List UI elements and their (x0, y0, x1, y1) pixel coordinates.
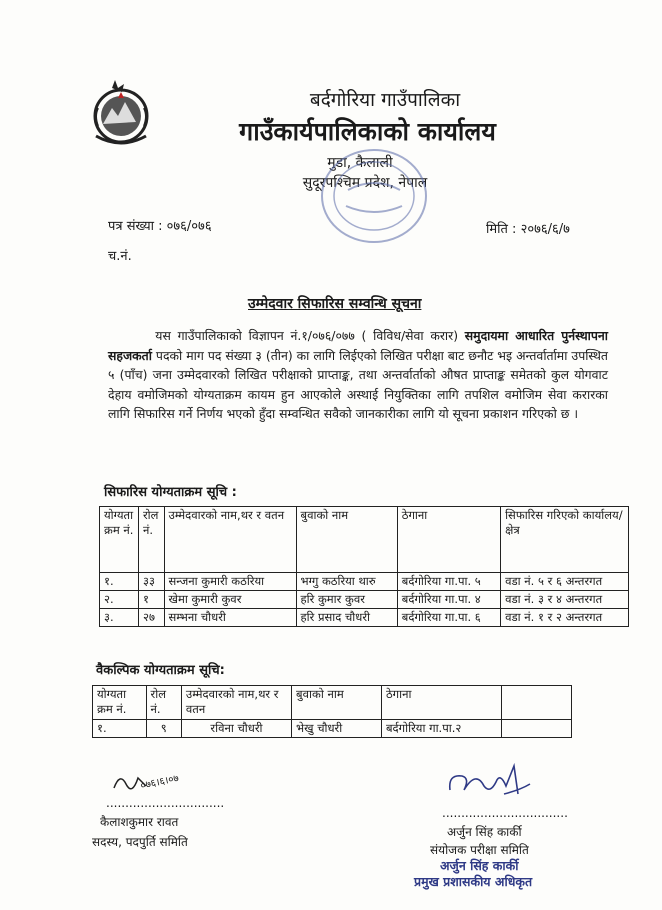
col-address: ठेगाना (381, 686, 501, 720)
left-signatory-role: सदस्य, पदपुर्ति समिति (92, 835, 188, 849)
cell-name: खेमा कुमारी कुवर (164, 591, 296, 609)
office-seal-icon (318, 146, 430, 246)
cell-office: वडा नं. ३ र ४ अन्तरगत (501, 591, 629, 609)
col-name: उम्मेदवारको नाम,थर र वतन (181, 686, 291, 720)
dispatch-number: च.नं. (108, 249, 132, 264)
right-signature-line: ................................. (442, 806, 568, 820)
recommended-table (99, 506, 629, 627)
notice-body (108, 326, 608, 424)
table-row (93, 720, 572, 738)
col-address: ठेगाना (397, 507, 500, 573)
col-roll: रोल नं. (146, 686, 181, 720)
cell-office (502, 720, 572, 738)
cell-roll: १ (138, 591, 164, 609)
cell-roll: ९ (146, 720, 181, 738)
cell-address: बर्दगोरिया गा.पा. ६ (397, 609, 500, 627)
right-signature-scribble (444, 760, 534, 804)
municipality-name: बर्दगोरिया गाउँपालिका (309, 89, 461, 111)
alternate-table (92, 685, 572, 738)
cell-address: बर्दगोरिया गा.पा. ५ (397, 573, 500, 591)
table-row (100, 609, 629, 627)
notice-subject: उम्मेदवार सिफारिस सम्वन्धि सूचना (248, 296, 422, 312)
recommended-heading: सिफारिस योग्यताक्रम सूचि : (104, 485, 237, 500)
col-father: बुवाको नाम (292, 686, 382, 720)
col-father: बुवाको नाम (296, 507, 397, 573)
right-signatory-role: संयोजक परीक्षा समिति (430, 843, 529, 857)
left-signature-date: ०७६।६।०७ (139, 773, 180, 792)
post-title: समुदायमा आधारित पुर्नस्थापना सहजकर्ता (108, 328, 608, 363)
office-location: मुडा, कैलाली (327, 155, 393, 171)
stamp-name: अर्जुन सिंह कार्की (440, 858, 519, 873)
table-header-row (93, 686, 572, 720)
office-province: सुदूरपश्चिम प्रदेश, नेपाल (302, 175, 428, 191)
cell-rank: २. (100, 591, 139, 609)
cell-address: बर्दगोरिया गा.पा.२ (381, 720, 501, 738)
nepal-government-emblem-icon (88, 78, 154, 150)
body-text-2: पदको माग पद संख्या ३ (तीन) का लागि लिईएको लिखित परीक्षा बाट छनौट भइ अन्तर्वार्तामा उपस्थित ५ (पाँच) जना उम्मेदवारको लिखित परीक्षाको प्राप्ताङ्क, तथा अन्तर्वार्ताको औषत प्राप्ताङ्क समेतको कुल योगवाट देहाय वमोजिमको योग्यताक्रम कायम हुन आएकोले अस्थाई नियुक्तिका लागि तपशिल वमोजिम सेवा करारका लागि सिफारिस गर्ने निर्णय भएको हुँदा सम्वन्धित सवैको जानकारीका लागि यो सूचना प्रकाशन गरिएको छ । (108, 347, 608, 422)
cell-rank: १. (100, 573, 139, 591)
cell-address: बर्दगोरिया गा.पा. ४ (397, 591, 500, 609)
cell-rank: ३. (100, 609, 139, 627)
body-text-1: यस गाउँपालिकाको विज्ञापन नं.१/०७६/०७७ ( विविध/सेवा करार) (155, 328, 465, 343)
col-name: उम्मेदवारको नाम,थर र वतन (164, 507, 296, 573)
alternate-heading: वैकल्पिक योग्यताक्रम सूचि: (96, 663, 225, 678)
left-signatory-name: कैलाशकुमार रावत (100, 815, 179, 829)
cell-office: वडा नं. ५ र ६ अन्तरगत (501, 573, 629, 591)
cell-name: सम्भना चौधरी (164, 609, 296, 627)
col-rank: योग्यता क्रम नं. (93, 686, 147, 720)
col-roll: रोल नं. (138, 507, 164, 573)
letter-number: पत्र संख्या : ०७६/०७६ (108, 219, 212, 234)
right-signatory-name: अर्जुन सिंह कार्की (447, 825, 522, 839)
cell-office: वडा नं. १ र २ अन्तरगत (501, 609, 629, 627)
cell-name: सन्जना कुमारी कठरिया (164, 573, 296, 591)
table-row (100, 573, 629, 591)
col-rank: योग्यता क्रम नं. (100, 507, 139, 573)
cell-father: हरि प्रसाद चौधरी (296, 609, 397, 627)
col-extra (502, 686, 572, 720)
letter-date: मिति : २०७६/६/७ (486, 222, 570, 237)
col-office: सिफारिस गरिएको कार्यालय/क्षेत्र (501, 507, 629, 573)
left-signature-line: ............................... (106, 796, 225, 810)
cell-father: भग्गु कठरिया थारु (296, 573, 397, 591)
cell-roll: २७ (138, 609, 164, 627)
office-name: गाउँकार्यपालिकाको कार्यालय (239, 117, 496, 146)
cell-rank: १. (93, 720, 147, 738)
cell-roll: ३३ (138, 573, 164, 591)
table-header-row (100, 507, 629, 573)
cell-name: रविना चौधरी (181, 720, 291, 738)
cell-father: भेखु चौधरी (292, 720, 382, 738)
stamp-role: प्रमुख प्रशासकीय अधिकृत (414, 874, 533, 889)
cell-father: हरि कुमार कुवर (296, 591, 397, 609)
table-row (100, 591, 629, 609)
